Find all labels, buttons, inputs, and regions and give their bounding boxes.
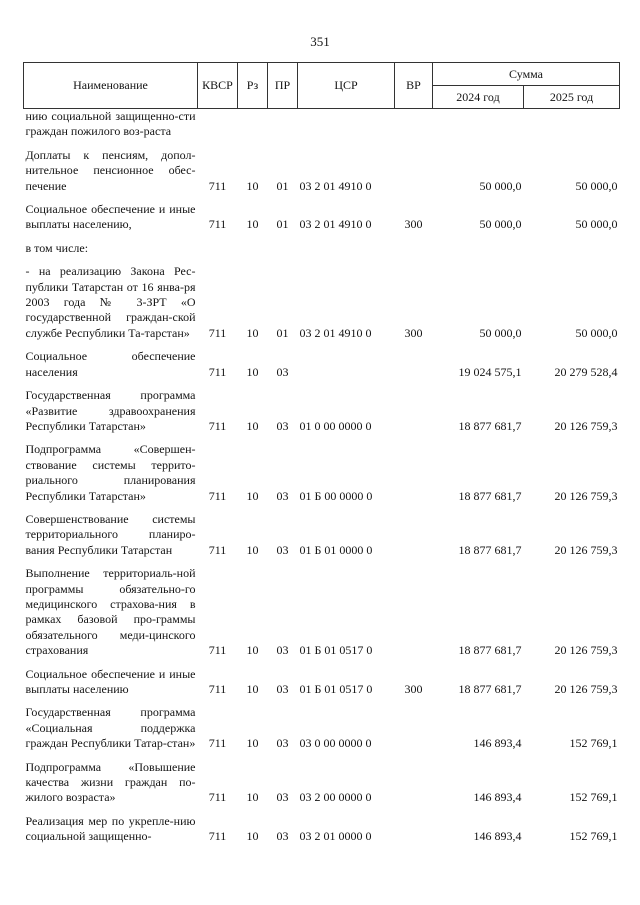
header-kvsr: КВСР xyxy=(198,63,238,109)
row-csr: 01 Б 01 0517 0 xyxy=(299,643,373,658)
row-rz: 10 xyxy=(246,790,259,805)
row-pr: 03 xyxy=(276,829,289,844)
row-pr: 01 xyxy=(276,217,289,232)
row-rz xyxy=(238,235,268,258)
row-rz: 10 xyxy=(246,542,259,557)
row-sum-2025: 50 000,0 xyxy=(575,325,618,340)
table-row xyxy=(24,196,620,235)
row-csr xyxy=(298,343,395,382)
row-name: Государственная программа «Развитие здравоохранения Республики Татарстан» xyxy=(25,388,196,433)
row-rz: 10 xyxy=(246,736,259,751)
row-sum-2025: 20 126 759,3 xyxy=(554,488,618,503)
row-sum-2025: 20 126 759,3 xyxy=(554,682,618,696)
row-csr: 01 Б 00 0000 0 xyxy=(299,488,373,503)
row-kvsr: 711 xyxy=(208,488,227,503)
row-name: Совершенствование системы территориального планиро-вания Республики Татарстан xyxy=(25,511,196,557)
row-csr: 03 2 01 0000 0 xyxy=(299,829,372,844)
row-pr: 03 xyxy=(276,364,289,379)
row-rz xyxy=(238,109,268,142)
row-name: в том числе: xyxy=(25,240,89,255)
row-sum-2024: 18 877 681,7 xyxy=(458,643,522,658)
row-kvsr: 711 xyxy=(208,178,227,193)
row-pr: 03 xyxy=(276,736,289,751)
row-sum-2025: 20 279 528,4 xyxy=(554,364,618,379)
row-sum-2024: 19 024 575,1 xyxy=(458,364,522,379)
row-pr: 03 xyxy=(276,542,289,557)
row-rz: 10 xyxy=(246,829,259,844)
row-sum-2025: 20 126 759,3 xyxy=(554,418,618,433)
row-sum-2024: 50 000,0 xyxy=(479,325,522,340)
row-sum-2025: 20 126 759,3 xyxy=(554,643,618,658)
row-vr: 300 xyxy=(404,682,423,696)
row-kvsr: 711 xyxy=(208,542,227,557)
row-csr: 03 2 01 4910 0 xyxy=(299,325,372,340)
row-csr: 01 Б 01 0000 0 xyxy=(299,542,373,557)
row-csr: 03 2 01 4910 0 xyxy=(299,217,372,232)
row-sum-2024: 146 893,4 xyxy=(473,736,522,751)
row-sum-2024 xyxy=(433,109,524,142)
row-pr: 01 xyxy=(276,325,289,340)
table-row xyxy=(24,142,620,196)
header-year-2024: 2024 год xyxy=(433,86,524,109)
header-name: Наименование xyxy=(24,63,198,109)
row-kvsr: 711 xyxy=(208,643,227,658)
row-vr xyxy=(395,343,433,382)
row-pr xyxy=(268,109,298,142)
row-kvsr: 711 xyxy=(208,325,227,340)
table-row xyxy=(24,808,620,847)
row-kvsr: 711 xyxy=(208,217,227,232)
header-year-2025: 2025 год xyxy=(524,86,620,109)
row-vr xyxy=(395,436,433,506)
table-header xyxy=(24,63,620,109)
row-rz: 10 xyxy=(246,682,259,696)
row-vr xyxy=(395,560,433,660)
page-number: 351 xyxy=(310,34,330,49)
row-name: Доплаты к пенсиям, допол-нительное пенсионное обес-печение xyxy=(25,147,196,193)
row-sum-2025: 50 000,0 xyxy=(575,178,618,193)
row-csr: 01 Б 01 0517 0 xyxy=(299,682,373,696)
row-kvsr: 711 xyxy=(208,364,227,379)
row-name: нию социальной защищенно-сти граждан пожилого воз-раста xyxy=(25,109,196,139)
row-rz: 10 xyxy=(246,325,259,340)
row-vr xyxy=(395,235,433,258)
row-name: Социальное обеспечение населения xyxy=(25,349,196,379)
row-sum-2024 xyxy=(433,235,524,258)
row-sum-2024: 50 000,0 xyxy=(479,217,522,232)
row-pr: 03 xyxy=(276,418,289,433)
row-name: - на реализацию Закона Рес-публики Татарстан от 16 янва-ря 2003 года № 3-ЗРТ «О государственной граждан-ской службе Республики Та-тарстан» xyxy=(25,264,196,340)
row-csr: 03 0 00 0000 0 xyxy=(299,736,372,751)
row-kvsr xyxy=(198,109,238,142)
row-pr: 03 xyxy=(276,643,289,658)
table-row xyxy=(24,258,620,343)
row-name: Подпрограмма «Совершен-ствование системы террито-риального планирования Республики Татарстан» xyxy=(25,442,196,503)
row-sum-2025: 20 126 759,3 xyxy=(554,542,618,557)
row-csr xyxy=(298,235,395,258)
row-vr: 300 xyxy=(404,217,423,232)
row-csr: 03 2 00 0000 0 xyxy=(299,790,372,805)
table-row xyxy=(24,661,620,700)
row-sum-2024: 50 000,0 xyxy=(479,178,522,193)
row-name: Социальное обеспечение и иные выплаты населению xyxy=(25,666,196,696)
row-vr xyxy=(395,382,433,436)
table-row xyxy=(24,235,620,258)
row-kvsr xyxy=(198,235,238,258)
table-row xyxy=(24,560,620,660)
row-pr xyxy=(268,235,298,258)
table-row xyxy=(24,382,620,436)
row-rz: 10 xyxy=(246,643,259,658)
row-sum-2024: 18 877 681,7 xyxy=(458,418,522,433)
row-sum-2025: 152 769,1 xyxy=(569,829,618,844)
table-row xyxy=(24,699,620,753)
row-kvsr: 711 xyxy=(208,418,227,433)
row-name: Выполнение территориаль-ной программы обязательно-го медицинского страхова-ния в рамках базовой про-граммы обязательного меди-цинского страхования xyxy=(25,566,196,658)
row-csr: 01 0 00 0000 0 xyxy=(299,418,372,433)
header-pr: ПР xyxy=(268,63,298,109)
table-row xyxy=(24,343,620,382)
row-kvsr: 711 xyxy=(208,829,227,844)
row-sum-2024: 146 893,4 xyxy=(473,790,522,805)
row-vr xyxy=(395,754,433,808)
row-sum-2025 xyxy=(524,109,620,142)
table-row xyxy=(24,754,620,808)
row-sum-2024: 146 893,4 xyxy=(473,829,522,844)
row-csr xyxy=(298,109,395,142)
row-kvsr: 711 xyxy=(208,682,227,696)
table-row xyxy=(24,109,620,142)
row-vr: 300 xyxy=(404,325,423,340)
row-csr: 03 2 01 4910 0 xyxy=(299,178,372,193)
row-vr xyxy=(395,506,433,560)
row-sum-2025: 152 769,1 xyxy=(569,736,618,751)
row-kvsr: 711 xyxy=(208,736,227,751)
row-rz: 10 xyxy=(246,217,259,232)
header-vr: ВР xyxy=(395,63,433,109)
header-sum: Сумма xyxy=(433,63,620,86)
row-sum-2024: 18 877 681,7 xyxy=(458,542,522,557)
row-name: Реализация мер по укрепле-нию социальной защищенно- xyxy=(25,813,196,844)
row-pr: 03 xyxy=(276,682,289,696)
table-body xyxy=(24,109,620,847)
row-name: Подпрограмма «Повышение качества жизни граждан по-жилого возраста» xyxy=(25,759,196,805)
row-vr xyxy=(395,109,433,142)
row-rz: 10 xyxy=(246,364,259,379)
row-rz: 10 xyxy=(246,178,259,193)
row-vr xyxy=(395,699,433,753)
budget-table xyxy=(23,62,620,847)
row-vr xyxy=(395,808,433,847)
row-sum-2025 xyxy=(524,235,620,258)
row-pr: 03 xyxy=(276,790,289,805)
row-rz: 10 xyxy=(246,418,259,433)
row-sum-2024: 18 877 681,7 xyxy=(458,682,522,696)
row-sum-2025: 152 769,1 xyxy=(569,790,618,805)
row-vr xyxy=(395,142,433,196)
row-rz: 10 xyxy=(246,488,259,503)
table-row xyxy=(24,436,620,506)
row-pr: 03 xyxy=(276,488,289,503)
row-name: Государственная программа «Социальная поддержка граждан Республики Татар-стан» xyxy=(25,705,196,751)
row-pr: 01 xyxy=(276,178,289,193)
table-row xyxy=(24,506,620,560)
row-sum-2024: 18 877 681,7 xyxy=(458,488,522,503)
header-rz: Рз xyxy=(238,63,268,109)
row-sum-2025: 50 000,0 xyxy=(575,217,618,232)
header-csr: ЦСР xyxy=(298,63,395,109)
row-name: Социальное обеспечение и иные выплаты населению, xyxy=(25,202,196,232)
row-kvsr: 711 xyxy=(208,790,227,805)
